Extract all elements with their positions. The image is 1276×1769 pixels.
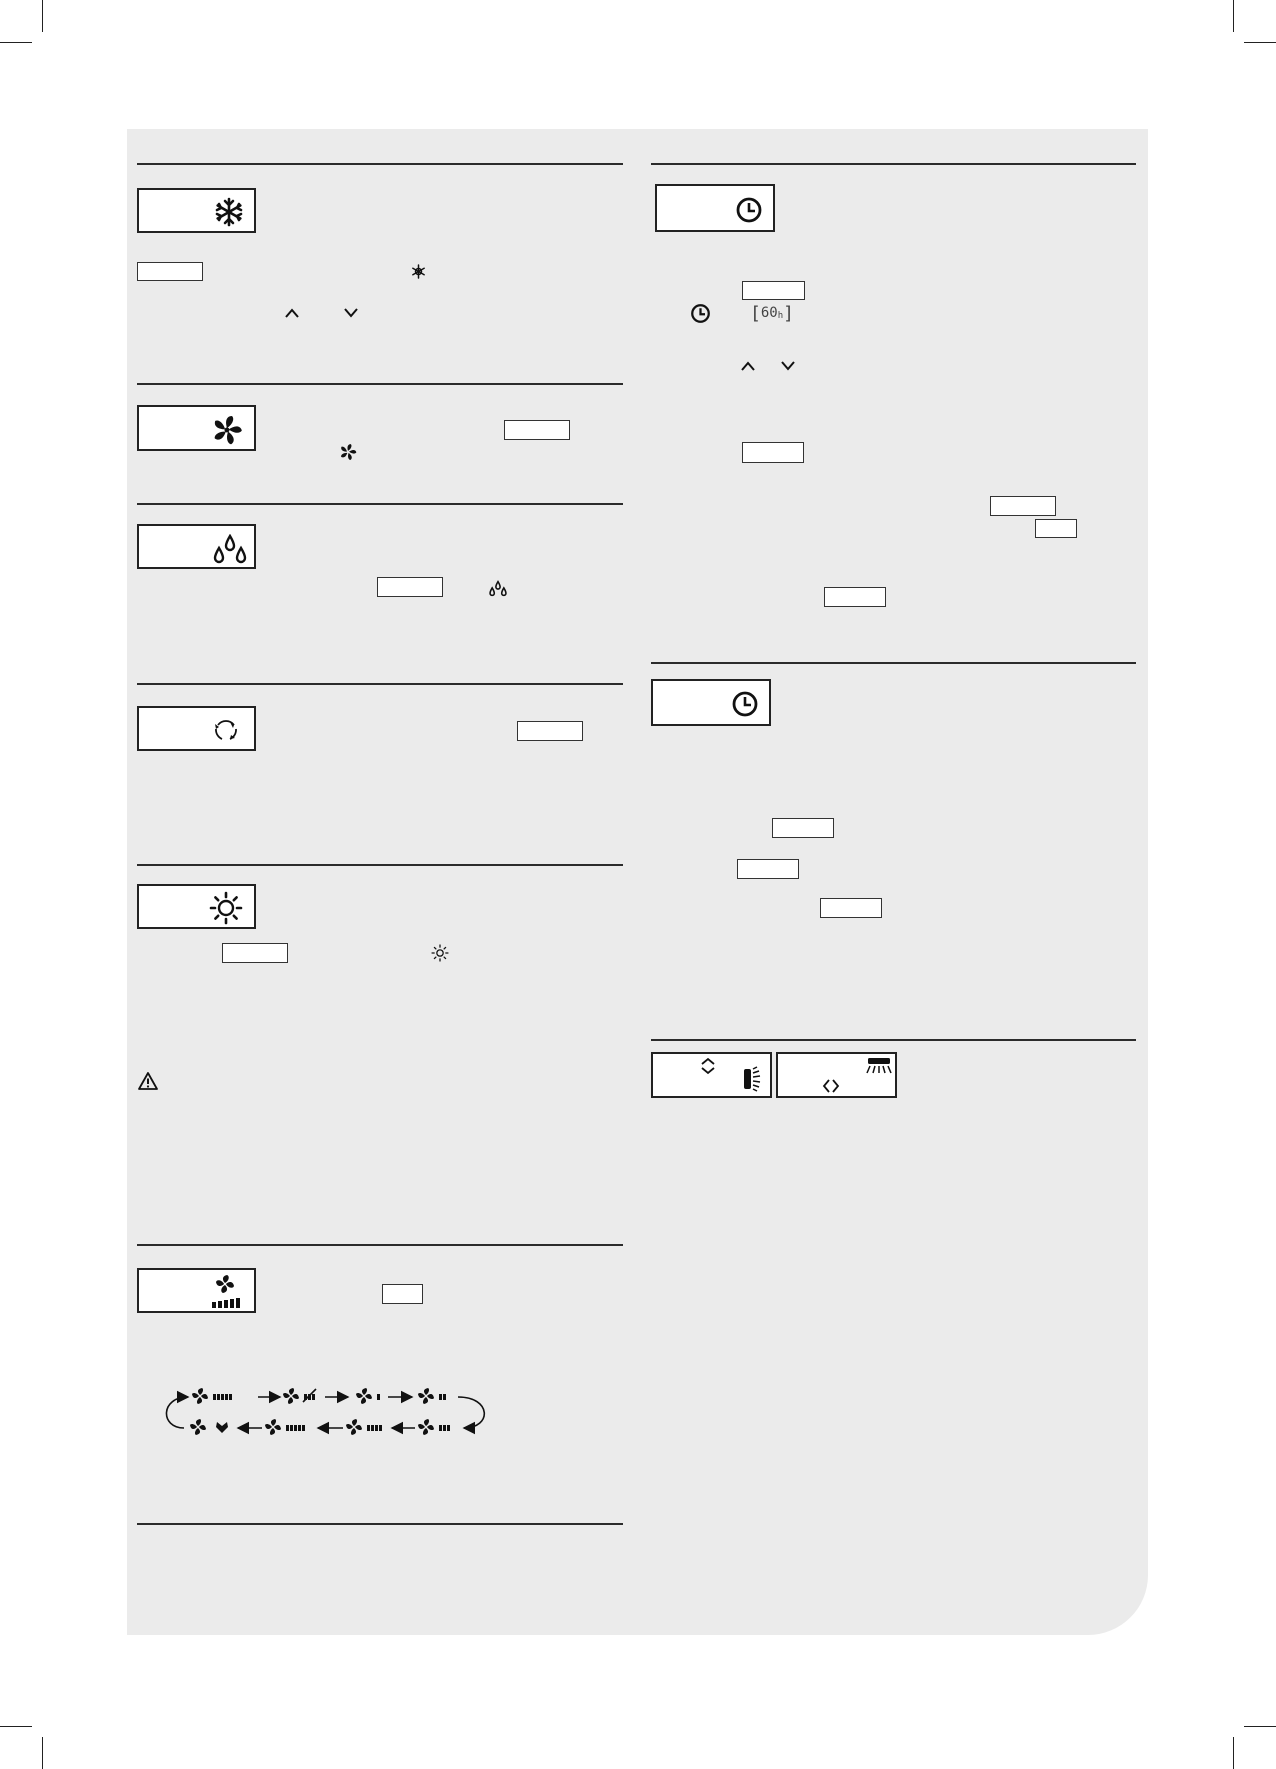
warning-icon xyxy=(137,1071,159,1091)
section-divider xyxy=(651,1039,1136,1041)
temperature-down-icon[interactable] xyxy=(343,307,359,319)
crop-mark xyxy=(42,1737,43,1769)
timer-button[interactable] xyxy=(990,496,1056,516)
mode-button[interactable] xyxy=(517,721,583,741)
timer-button[interactable] xyxy=(742,442,804,463)
crop-mark xyxy=(1233,0,1234,32)
crop-mark xyxy=(1233,1737,1234,1769)
timer-button[interactable] xyxy=(824,587,886,607)
crop-mark xyxy=(0,42,32,43)
timer-value: 60 xyxy=(760,305,778,321)
crop-mark xyxy=(42,0,43,32)
cool-mode-display xyxy=(137,188,256,233)
clock-icon xyxy=(731,690,759,718)
snowflake-icon xyxy=(214,197,244,227)
crop-mark xyxy=(1244,1726,1276,1727)
section-divider xyxy=(651,163,1136,165)
timer-button[interactable] xyxy=(742,281,805,300)
section-divider xyxy=(137,163,623,165)
timer-up-icon[interactable] xyxy=(740,360,756,372)
section-divider xyxy=(137,1244,623,1246)
section-divider xyxy=(137,683,623,685)
vertical-swing-icon xyxy=(700,1057,716,1075)
timer-display: [ 60 h ] xyxy=(750,302,794,324)
mode-button[interactable] xyxy=(504,420,570,440)
louver-icon xyxy=(743,1066,767,1092)
timer-on-display xyxy=(655,184,775,232)
water-drops-icon xyxy=(489,580,507,597)
section-divider xyxy=(137,383,623,385)
section-divider xyxy=(651,662,1136,664)
section-divider xyxy=(137,503,623,505)
timer-off-display xyxy=(651,679,771,726)
heat-mode-display xyxy=(137,884,256,929)
fan-icon xyxy=(211,414,243,446)
fan-icon xyxy=(339,443,357,461)
vertical-swing-display xyxy=(651,1052,772,1098)
sun-icon xyxy=(431,944,449,962)
section-divider xyxy=(137,864,623,866)
timer-down-icon[interactable] xyxy=(780,360,796,372)
crop-mark xyxy=(0,1726,32,1727)
louver-icon xyxy=(866,1057,892,1075)
dry-mode-display xyxy=(137,524,256,569)
auto-mode-display xyxy=(137,706,256,751)
timer-button[interactable] xyxy=(772,818,834,838)
auto-cycle-icon xyxy=(212,716,240,744)
mode-button[interactable] xyxy=(137,262,203,281)
fan-speed-display xyxy=(137,1268,256,1313)
horizontal-swing-icon xyxy=(822,1078,840,1094)
fan-mode-display xyxy=(137,405,256,451)
set-button[interactable] xyxy=(1035,519,1077,538)
temperature-up-icon[interactable] xyxy=(284,307,300,319)
horizontal-swing-display xyxy=(776,1052,897,1098)
fan-button[interactable] xyxy=(382,1284,423,1304)
mode-button[interactable] xyxy=(222,943,288,963)
clock-icon xyxy=(690,303,711,324)
mode-button[interactable] xyxy=(377,577,443,597)
snowflake-icon xyxy=(411,264,426,279)
timer-button[interactable] xyxy=(820,898,882,918)
timer-button[interactable] xyxy=(737,859,799,879)
fan-speed-icon xyxy=(207,1274,247,1310)
sun-icon xyxy=(209,891,243,925)
section-divider xyxy=(137,1523,623,1525)
crop-mark xyxy=(1244,42,1276,43)
water-drops-icon xyxy=(213,534,247,564)
clock-icon xyxy=(735,196,763,224)
fan-speed-cycle-diagram xyxy=(158,1386,494,1436)
